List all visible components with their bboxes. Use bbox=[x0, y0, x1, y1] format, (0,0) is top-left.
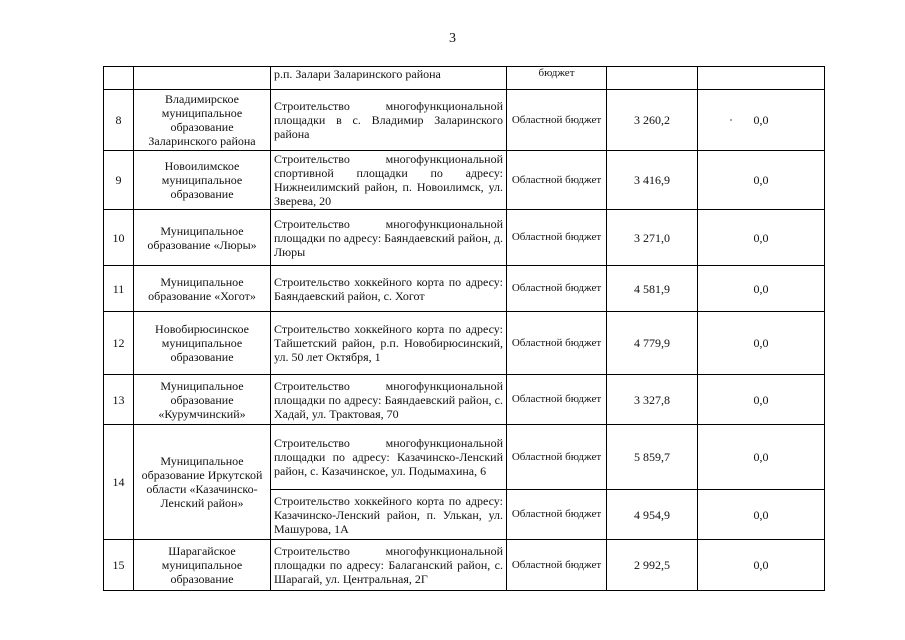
cell-amount: 3 327,8 bbox=[607, 375, 698, 425]
cell-object: Строительство многофункциональной спортивной площадки по адресу: Нижнеилимский район, п. Новоилимск, ул. Зверева, 20 bbox=[271, 151, 507, 210]
cell-num: 10 bbox=[104, 210, 134, 266]
table-row bbox=[104, 425, 825, 490]
cell-object: Строительство хоккейного корта по адресу: Казачинско-Ленский район, п. Улькан, ул. Машурова, 1А bbox=[271, 490, 507, 540]
cell-num: 15 bbox=[104, 540, 134, 591]
cell-num: 12 bbox=[104, 312, 134, 375]
cell-municipality: Новобирюсинское муниципальное образование bbox=[134, 312, 271, 375]
cell-municipality bbox=[134, 67, 271, 90]
table-row bbox=[104, 210, 825, 266]
table-row-continued bbox=[104, 67, 825, 90]
cell-amount: 2 992,5 bbox=[607, 540, 698, 591]
cell-municipality: Муниципальное образование Иркутской области «Казачинско-Ленский район» bbox=[134, 425, 271, 540]
cell-num bbox=[104, 67, 134, 90]
cell-amount: 5 859,7 bbox=[607, 425, 698, 490]
cell-value: 0,0 bbox=[698, 425, 825, 490]
cell-amount: 4 779,9 bbox=[607, 312, 698, 375]
cell-amount: 3 416,9 bbox=[607, 151, 698, 210]
cell-source: Областной бюджет bbox=[507, 490, 607, 540]
cell-amount bbox=[607, 67, 698, 90]
cell-object: Строительство хоккейного корта по адресу: Тайшетский район, р.п. Новобирюсинский, ул. 50 лет Октября, 1 bbox=[271, 312, 507, 375]
cell-num: 11 bbox=[104, 266, 134, 312]
cell-municipality: Муниципальное образование «Курумчинский» bbox=[134, 375, 271, 425]
cell-object: Строительство многофункциональной площадки в с. Владимир Заларинского района bbox=[271, 90, 507, 151]
cell-source: Областной бюджет bbox=[507, 210, 607, 266]
cell-value: 0,0 bbox=[698, 151, 825, 210]
cell-source: Областной бюджет bbox=[507, 90, 607, 151]
cell-object: Строительство многофункциональной площадки по адресу: Баяндаевский район, с. Хадай, ул. Трактовая, 70 bbox=[271, 375, 507, 425]
cell-municipality: Владимирское муниципальное образование Заларинского района bbox=[134, 90, 271, 151]
table-row bbox=[104, 151, 825, 210]
cell-object: р.п. Залари Заларинского района bbox=[271, 67, 507, 90]
table-row bbox=[104, 375, 825, 425]
cell-source: Областной бюджет bbox=[507, 425, 607, 490]
table-row bbox=[104, 540, 825, 591]
cell-value bbox=[698, 67, 825, 90]
cell-source: Областной бюджет bbox=[507, 540, 607, 591]
table-row bbox=[104, 266, 825, 312]
cell-municipality: Муниципальное образование «Хогот» bbox=[134, 266, 271, 312]
cell-municipality: Шарагайское муниципальное образование bbox=[134, 540, 271, 591]
table-row bbox=[104, 90, 825, 151]
cell-num: 9 bbox=[104, 151, 134, 210]
cell-source: Областной бюджет bbox=[507, 312, 607, 375]
cell-value: 0,0 bbox=[698, 312, 825, 375]
cell-num: 13 bbox=[104, 375, 134, 425]
cell-num: 8 bbox=[104, 90, 134, 151]
cell-value: 0,0 bbox=[698, 266, 825, 312]
cell-value: 0,0 bbox=[698, 540, 825, 591]
cell-num: 14 bbox=[104, 425, 134, 540]
cell-amount: 4 954,9 bbox=[607, 490, 698, 540]
cell-amount: 3 260,2 bbox=[607, 90, 698, 151]
cell-source: Областной бюджет bbox=[507, 266, 607, 312]
cell-municipality: Муниципальное образование «Люры» bbox=[134, 210, 271, 266]
cell-source: бюджет bbox=[507, 67, 607, 90]
cell-amount: 4 581,9 bbox=[607, 266, 698, 312]
cell-value: 0,0 bbox=[698, 490, 825, 540]
cell-source: Областной бюджет bbox=[507, 375, 607, 425]
cell-value: 0,0 bbox=[698, 375, 825, 425]
table-row bbox=[104, 312, 825, 375]
page-number: 3 bbox=[449, 31, 456, 46]
cell-municipality: Новоилимское муниципальное образование bbox=[134, 151, 271, 210]
cell-amount: 3 271,0 bbox=[607, 210, 698, 266]
cell-object: Строительство многофункциональной площадки по адресу: Баяндаевский район, д. Люры bbox=[271, 210, 507, 266]
cell-value: 0,0 bbox=[698, 210, 825, 266]
funding-table bbox=[103, 66, 825, 591]
cell-object: Строительство многофункциональной площадки по адресу: Балаганский район, с. Шарагай, ул. Центральная, 2Г bbox=[271, 540, 507, 591]
cell-object: Строительство хоккейного корта по адресу: Баяндаевский район, с. Хогот bbox=[271, 266, 507, 312]
cell-source: Областной бюджет bbox=[507, 151, 607, 210]
cell-value: 0,0 bbox=[698, 90, 825, 151]
cell-object: Строительство многофункциональной площадки по адресу: Казачинско-Ленский район, с. Казачинское, ул. Подымахина, 6 bbox=[271, 425, 507, 490]
